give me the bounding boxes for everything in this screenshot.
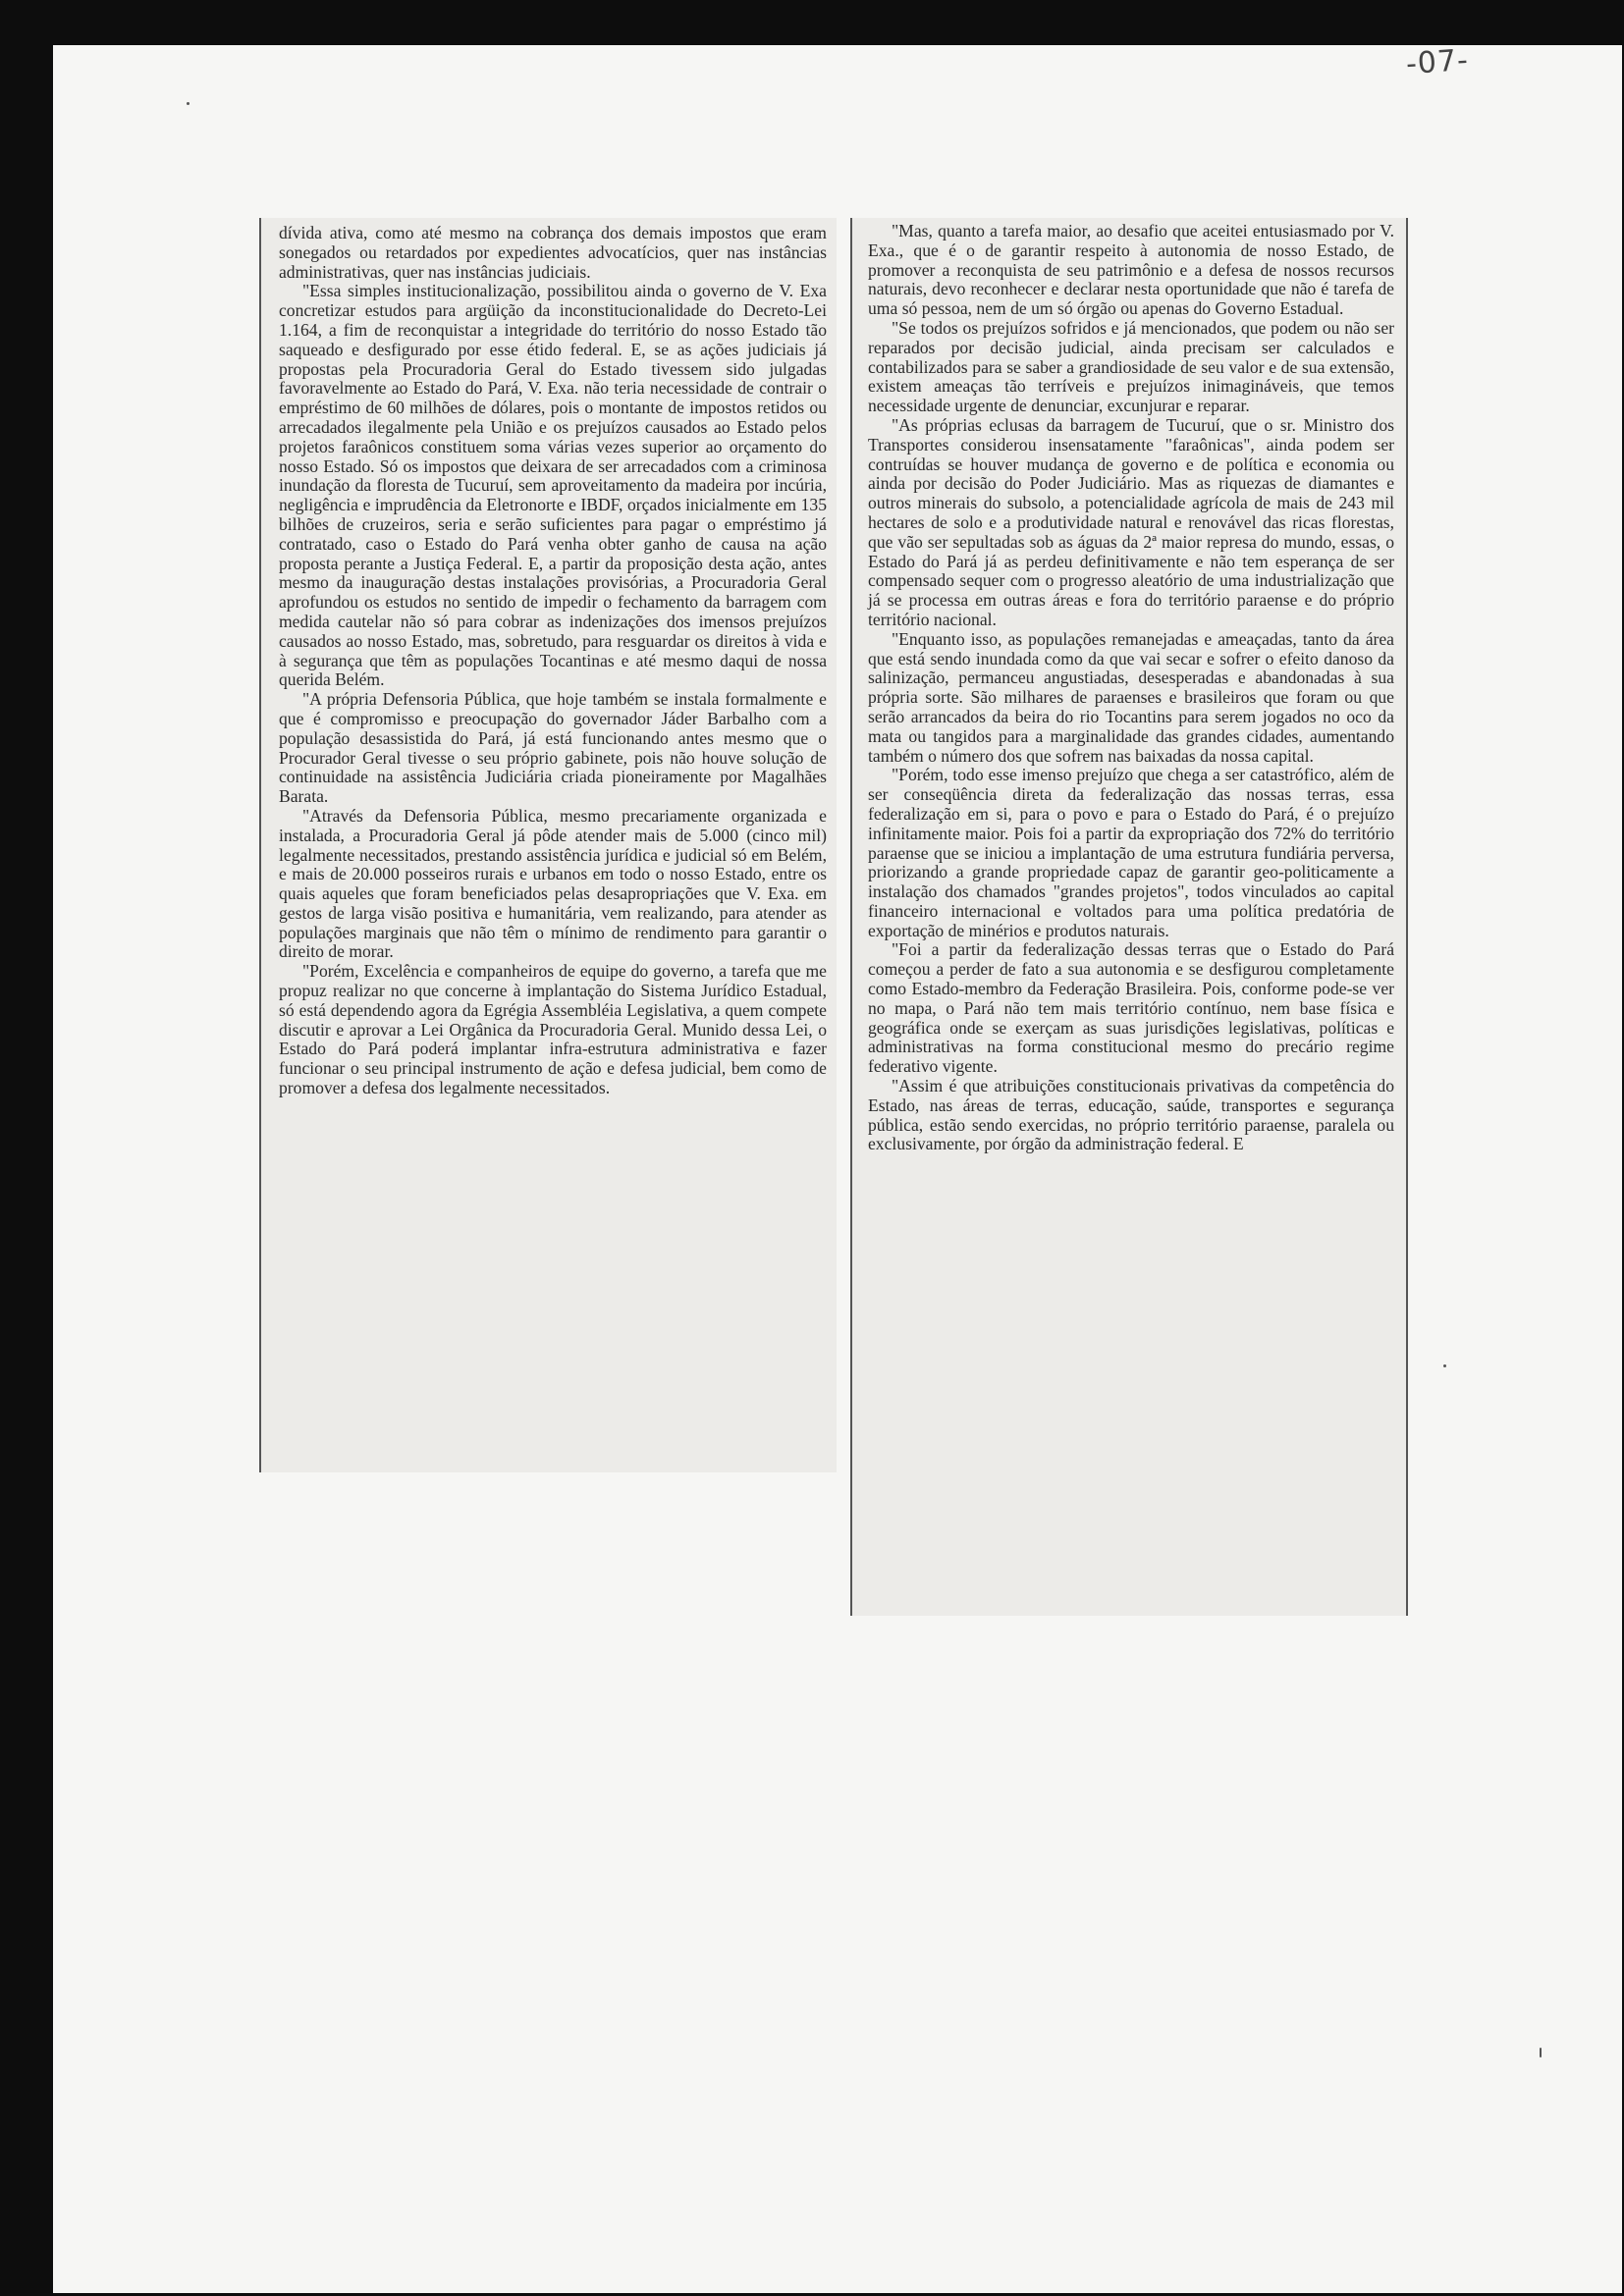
paragraph: "A própria Defensoria Pública, que hoje também se instala formalmente e que é compromisso e preocupação do governador Jáder Barbalho com a população desassistida do Pará, já está funcionando antes mesmo que o Procurador Geral tivesse o seu próprio gabinete, pois não houve solução de continuidade na assistência Judiciária criada pioneiramente por Magalhães Barata. (279, 689, 827, 807)
paragraph: "Porém, Excelência e companheiros de equipe do governo, a tarefa que me propuz realizar no que concerne à implantação do Sistema Jurídico Estadual, só está dependendo agora da Egrégia Assembléia Legislativa, a quem compete discutir e aprovar a Lei Orgânica da Procuradoria Geral. Munido dessa Lei, o Estado do Pará poderá implantar infra-estrutura administrativa e fazer funcionar o seu principal instrumento de ação e defesa judicial, bem como de promover a defesa dos legalmente necessitados. (279, 961, 827, 1098)
page-number: -07- (1404, 42, 1470, 82)
paragraph: "Se todos os prejuízos sofridos e já mencionados, que podem ou não ser reparados por decisão judicial, ainda precisam ser calculados e contabilizados para se saber a grandiosidade de seu valor e de sua extensão, existem ameaças tão terríveis e prejuízos inimagináveis, que temos necessidade urgente de denunciar, excunjurar e reparar. (868, 317, 1394, 416)
paragraph: "As próprias eclusas da barragem de Tucuruí, que o sr. Ministro dos Transportes considerou insensatamente "faraônicas", ainda podem ser contruídas se houver mudança de governo e de política e economia ou ainda por decisão do Poder Judiciário. Mas as riquezas de diamantes e outros minerais do subsolo, a potencialidade agrícola de mais de 243 mil hectares de solo e a produtividade natural e renovável das ricas florestas, que vão ser sepultadas sob as águas da 2ª maior represa do mundo, essas, o Estado do Pará já as perdeu definitivamente e não tem esperança de ser compensado sequer com o progresso aleatório de uma industrialização que já se processa em outras áreas e fora do território paraense e do próprio território nacional. (868, 414, 1394, 629)
scan-speck (1540, 2048, 1542, 2057)
newspaper-clipping-right-column (850, 218, 1408, 1616)
scan-speck (1443, 1364, 1446, 1367)
paragraph: "Foi a partir da federalização dessas terras que o Estado do Pará começou a perder de fato a sua autonomia e se desfigurou completamente como Estado-membro da Federação Brasileira. Pois, conforme pode-se ver no mapa, o Pará não tem mais território contínuo, nem base física e geográfica onde se exerçam as suas jurisdições legislativas, políticas e administrativas na forma constitucional mesmo do precário regime federativo vigente. (868, 939, 1394, 1077)
paragraph: "Mas, quanto a tarefa maior, ao desafio que aceitei entusiasmado por V. Exa., que é o de garantir respeito à autonomia de nosso Estado, de promover a reconquista de seu patrimônio e a defesa de nossos recursos naturais, devo reconhecer e declarar nesta oportunidade que não é tarefa de uma só pessoa, nem de um só órgão ou apenas do Governo Estadual. (868, 221, 1394, 319)
paragraph: "Assim é que atribuições constitucionais privativas da competência do Estado, nas áreas de terras, educação, saúde, transportes e segurança pública, estão sendo exercidas, no próprio território paraense, paralela ou exclusivamente, por órgão da administração federal. E (868, 1076, 1394, 1154)
scan-speck (187, 102, 189, 105)
paragraph: "Essa simples institucionalização, possibilitou ainda o governo de V. Exa concretizar estudos para argüição da inconstitucionalidade do Decreto-Lei 1.164, a fim de reconquistar a integridade do território do nosso Estado tão saqueado e desfigurado por esse étido federal. E, se as ações judiciais já propostas pela Procuradoria Geral do Estado tivessem sido julgadas favoravelmente ao Estado do Pará, V. Exa. não teria necessidade de contrair o empréstimo de 60 milhões de dólares, pois o montante de impostos retidos ou arrecadados ilegalmente pela União e os prejuízos causados ao Estado pelos projetos faraônicos constituem soma várias vezes superior ao orçamento do nosso Estado. Só os impostos que deixara de ser arrecadados com a criminosa inundação da floresta de Tucuruí, sem aproveitamento da madeira por incúria, negligência e imprudência da Eletronorte e IBDF, orçados inicialmente em 135 bilhões de cruzeiros, seria e serão suficientes para pagar o empréstimo já contratado, caso o Estado do Pará venha obter ganho de causa na ação proposta perante a Justiça Federal. E, a partir da proposição desta ação, antes mesmo da inauguração destas instalações provisórias, a Procuradoria Geral aprofundou os estudos no sentido de impedir o fechamento da barragem com medida cautelar não só para cobrar as indenizações dos imensos prejuízos causados ao nosso Estado, mas, sobretudo, para resguardar os direitos à vida e à segurança que têm as populações Tocantinas e até mesmo daqui de nossa querida Belém. (279, 281, 827, 690)
newspaper-clipping-left-column (259, 218, 837, 1472)
paragraph: dívida ativa, como até mesmo na cobrança dos demais impostos que eram sonegados ou retardados por expedientes advocatícios, quer nas instâncias administrativas, quer nas instâncias judiciais. (279, 223, 827, 282)
paragraph: "Através da Defensoria Pública, mesmo precariamente organizada e instalada, a Procuradoria Geral já pôde atender mais de 5.000 (cinco mil) legalmente necessitados, prestando assistência jurídica e judicial só em Belém, e mais de 20.000 posseiros rurais e urbanos em todo o nosso Estado, entre os quais aqueles que foram beneficiados pelas desapropriações que V. Exa. em gestos de larga visão positiva e humanitária, vem realizando, para atender as populações marginais que não têm o mínimo de rendimento para garantir o direito de morar. (279, 805, 827, 962)
paragraph: "Enquanto isso, as populações remanejadas e ameaçadas, tanto da área que está sendo inundada como da que vai secar e sofrer o efeito danoso da salinização, permanceu angustiadas, desesperadas e abandonadas à sua própria sorte. São milhares de paraenses e brasileiros que foram ou que serão arrancados da beira do rio Tocantins para serem jogados no oco da mata ou tangidos para a marginalidade das grandes cidades, aumentando também o número dos que sofrem nas baixadas da nossa capital. (868, 628, 1394, 766)
paragraph: "Porém, todo esse imenso prejuízo que chega a ser catastrófico, além de ser conseqüência direta da federalização das nossas terras, essa federalização em si, para o povo e para o Estado do Pará, é o prejuízo infinitamente maior. Pois foi a partir da expropriação dos 72% do território paraense que se iniciou a implantação de uma estrutura fundiária perversa, priorizando a grande propriedade capaz de garantir geo-politicamente a instalação dos chamados "grandes projetos", todos vinculados ao capital financeiro internacional e voltados para uma política predatória de exportação de minérios e produtos naturais. (868, 765, 1394, 940)
